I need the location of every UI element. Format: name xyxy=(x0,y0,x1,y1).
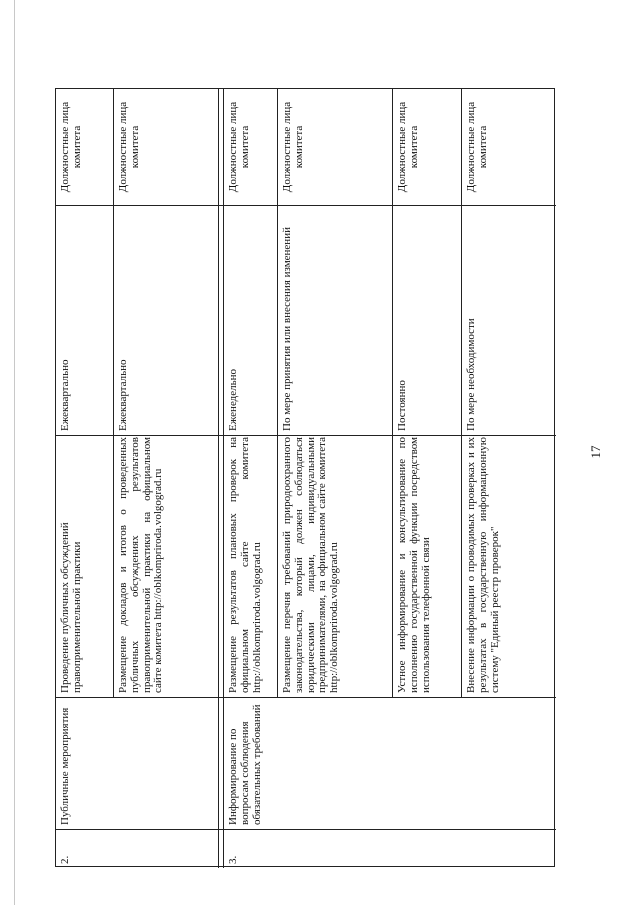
row3-item3-period: Постоянно xyxy=(396,380,408,431)
row2-period: Ежеквартально xyxy=(117,359,129,431)
vline-sec3-b xyxy=(392,89,393,697)
row2-number: 2. xyxy=(59,855,71,864)
row3-item2-period: По мере принятия или внесения изменений xyxy=(281,227,293,431)
hline-period xyxy=(56,205,556,206)
vline-sec3-c xyxy=(461,89,462,697)
row2-title: Проведение публичных обсуждений правоприменительной практики xyxy=(59,522,83,693)
row3-item4-period: По мере необходимости xyxy=(465,318,477,431)
vline-row2-end-b xyxy=(223,89,224,868)
row2-activity: Размещение докладов и итогов о проведенных публичных обсуждениях результатов правоприменительной практики на официальном сайте комитета http://oblkompriroda.volgograd.ru xyxy=(117,437,165,693)
row2-group: Публичные мероприятия xyxy=(59,707,71,825)
plan-table xyxy=(55,88,555,867)
row3-item2-responsible: Должностные лица комитета xyxy=(281,101,305,193)
row2-title-period: Ежеквартально xyxy=(59,359,71,431)
row3-item4-activity: Внесение информации о проводимых проверках и их результатах в государственную информационную систему "Единый реестр проверок" xyxy=(465,437,501,693)
vline-sec3-a xyxy=(277,89,278,697)
vline-row2-end-a xyxy=(218,89,219,868)
row3-group: Информирование по вопросам соблюдения обязательных требований xyxy=(227,704,263,825)
row2-title-responsible: Должностные лица комитета xyxy=(59,101,83,193)
row3-item1-period: Еженедельно xyxy=(227,368,239,431)
row3-number: 3. xyxy=(227,855,239,864)
row3-item3-activity: Устное информирование и консультирование по исполнению государственной функции посредством использования телефонной связи xyxy=(396,437,432,693)
page-number: 17 xyxy=(588,445,603,459)
row3-item2-activity: Размещение перечня требований природоохранного законодательства, который должен соблюдаться юридическими лицами, индивидуальными предпринимателями, на официальном сайте комитета http://oblkompriroda.volgograd.ru xyxy=(281,437,341,693)
hline-group xyxy=(56,697,556,698)
hline-num xyxy=(56,829,556,830)
page-edge xyxy=(14,0,15,905)
row3-item3-responsible: Должностные лица комитета xyxy=(396,101,420,193)
row3-item1-activity: Размещение результатов плановых проверок на официальном сайте комитета http://oblkompriroda.volgograd.ru xyxy=(227,437,263,693)
row3-item4-responsible: Должностные лица комитета xyxy=(465,101,489,193)
vline-sec2-split xyxy=(113,89,114,697)
row3-item1-responsible: Должностные лица комитета xyxy=(227,101,251,193)
hline-activity xyxy=(56,435,556,436)
row2-responsible: Должностные лица комитета xyxy=(117,101,141,193)
